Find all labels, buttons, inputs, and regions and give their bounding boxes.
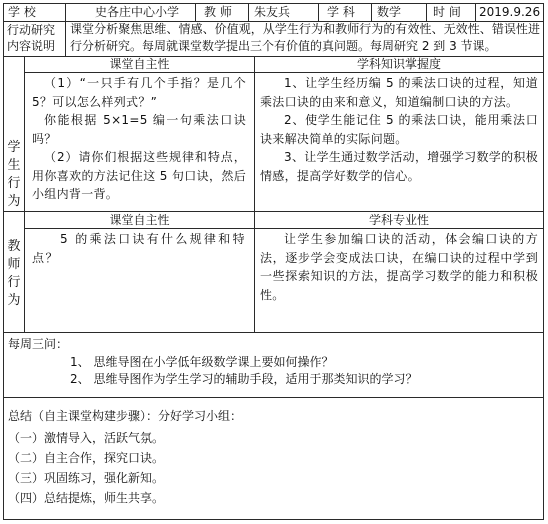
header-col-divider bbox=[426, 3, 427, 21]
student-header-divider bbox=[24, 72, 544, 73]
school-label: 学 校 bbox=[8, 5, 36, 19]
weekly-row-divider bbox=[3, 397, 544, 398]
summary-step: （一）激情导入，活跃气氛。 bbox=[8, 431, 165, 445]
header-col-divider bbox=[318, 3, 319, 21]
student-col1-header: 课堂自主性 bbox=[109, 57, 170, 71]
research-label-line1: 行动研究 bbox=[7, 23, 56, 37]
teacher-col2-header: 学科专业性 bbox=[368, 213, 429, 227]
side-label-divider bbox=[24, 56, 25, 332]
subject-name: 数学 bbox=[377, 5, 402, 19]
teacher-behavior-label: 教 师 行 为 bbox=[7, 239, 21, 308]
weekly-title: 每周三问： bbox=[8, 337, 69, 351]
summary-step: （三）巩固练习，强化新知。 bbox=[8, 471, 165, 485]
header-col-divider bbox=[475, 3, 476, 21]
student-col2-header: 学科知识掌握度 bbox=[356, 57, 441, 71]
summary-step: （二）自主合作，探究口诀。 bbox=[8, 451, 165, 465]
student-question-1: （1）“一只手有几个手指？是几个 5？可以怎么样列式？” bbox=[32, 76, 246, 109]
student-behavior-label: 学 生 行 为 bbox=[7, 140, 21, 209]
student-question-1b: 你能根据 5×1=5 编一句乘法口诀吗？ bbox=[32, 113, 246, 146]
summary-step: （四）总结提炼，师生共享。 bbox=[8, 491, 165, 505]
knowledge-item: 1、让学生经历编 5 的乘法口诀的过程，知道乘法口诀的由来和意义，知道编制口诀的方法。 bbox=[260, 76, 538, 109]
weekly-question: 1、 思维导图在小学低年级数学课上要如何操作？ bbox=[70, 355, 334, 369]
teacher-header-divider bbox=[24, 228, 544, 229]
header-col-divider bbox=[371, 3, 372, 21]
research-label-line2: 内容说明 bbox=[7, 39, 56, 53]
teacher-label: 教 师 bbox=[204, 5, 232, 19]
teacher-name: 朱友兵 bbox=[254, 5, 291, 19]
school-name: 史各庄中心小学 bbox=[95, 5, 180, 19]
table-border-bottom bbox=[3, 519, 544, 520]
research-description: 课堂分析聚焦思维、情感、价值观，从学生行为和教师行为的有效性、无效性、错误性进行分析研究。每周就课堂数学提出三个有价值的真问题。每周研究 2 到 3 节课。 bbox=[70, 22, 540, 53]
table-border-left bbox=[3, 3, 4, 519]
subject-label: 学 科 bbox=[327, 5, 355, 19]
header-col-divider bbox=[195, 3, 196, 21]
weekly-question: 2、 思维导图作为学生学习的辅助手段，适用于那类知识的学习？ bbox=[70, 372, 418, 386]
teacher-row-divider bbox=[3, 332, 544, 333]
summary-title: 总结（自主课堂构建步骤）：分好学习小组： bbox=[8, 409, 243, 423]
knowledge-item: 2、使学生能记住 5 的乘法口诀，能用乘法口诀来解决简单的实际问题。 bbox=[260, 113, 538, 146]
knowledge-mastery-list bbox=[260, 74, 538, 185]
table-border-right bbox=[543, 3, 544, 519]
student-autonomy-text bbox=[32, 74, 246, 204]
header-col-divider bbox=[248, 3, 249, 21]
knowledge-item: 3、让学生通过数学活动，增强学习数学的积极情感，提高学好数学的信心。 bbox=[260, 150, 538, 183]
teacher-autonomy-text: 5 的乘法口诀有什么规律和特点？ bbox=[32, 232, 246, 265]
date-value: 2019.9.26 bbox=[479, 5, 541, 19]
time-label: 时 间 bbox=[433, 5, 461, 19]
teacher-col1-header: 课堂自主性 bbox=[109, 213, 170, 227]
header-col-divider bbox=[65, 3, 66, 56]
student-question-2: （2）请你们根据这些规律和特点，用你喜欢的方法记住这 5 句口诀，然后小组内背一背。 bbox=[32, 150, 246, 201]
middle-col-divider bbox=[254, 56, 255, 332]
teacher-professional-text: 让学生参加编口诀的活动，体会编口诀的方法，逐步学会变成法口诀，在编口诀的过程中学到一些探索知识的方法，提高学习数学的能力和积极性。 bbox=[260, 232, 538, 302]
